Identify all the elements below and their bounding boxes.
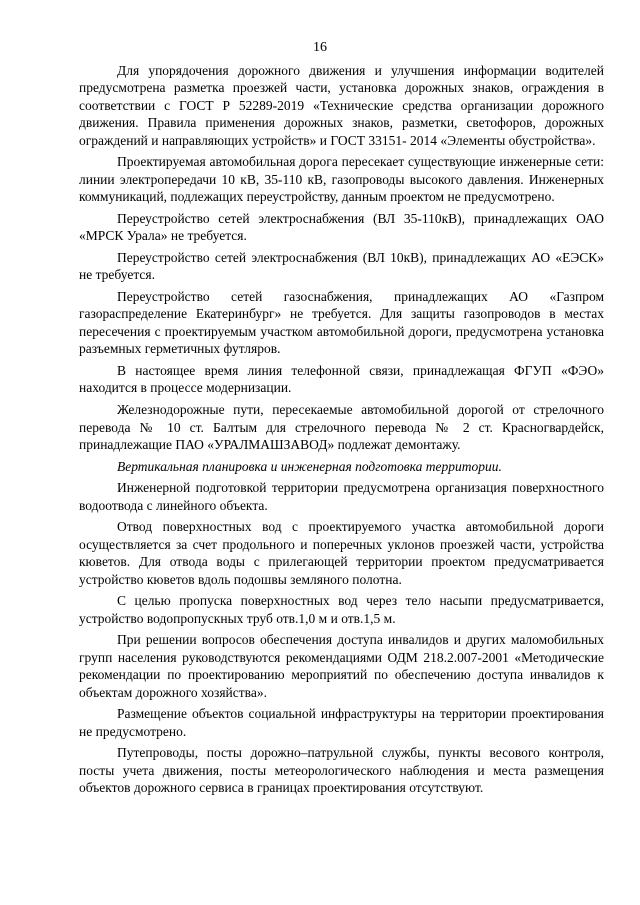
page-number: 16 bbox=[313, 40, 327, 55]
paragraph: Проектируемая автомобильная дорога пересекает существующие инженерные сети: линии электропередачи 10 кВ, 35-110 кВ, газопроводы высокого давления. Инженерных коммуникаций, подлежащих переустройству, данным проектом не предусмотрено. bbox=[79, 154, 604, 205]
paragraph: Переустройство сетей электроснабжения (ВЛ 35-110кВ), принадлежащих ОАО «МРСК Урала» не требуется. bbox=[79, 210, 604, 244]
paragraph: Инженерной подготовкой территории предусмотрена организация поверхностного водоотвода с линейного объекта. bbox=[79, 480, 604, 513]
paragraph: Для упорядочения дорожного движения и улучшения информации водителей предусмотрена разметка проезжей части, установка дорожных знаков, ограждения в соответствии с ГОСТ Р 52289-2019 «Технические средства организации дорожного движения. Правила применения дорожных знаков, разметки, светофоров, дорожных ограждений и направляющих устройств» и ГОСТ 33151- 2014 «Элементы обустройства». bbox=[79, 63, 604, 148]
paragraph: Отвод поверхностных вод с проектируемого участка автомобильной дороги осуществляется за счет продольного и поперечных уклонов проезжей части, устройства кюветов. Для отвода воды с прилегающей территории проектом предусматривается устройство кюветов вдоль подошвы земляного полотна. bbox=[79, 519, 604, 587]
paragraph: С целью пропуска поверхностных вод через тело насыпи предусматривается, устройство водопропускных труб отв.1,0 м и отв.1,5 м. bbox=[79, 593, 604, 626]
paragraph: При решении вопросов обеспечения доступа инвалидов и других маломобильных групп населения руководствуются рекомендациями ОДМ 218.2.007-2001 «Методические рекомендации по проектированию мероприятий по обеспечению доступа инвалидов к объектам дорожного хозяйства». bbox=[79, 632, 604, 700]
paragraph: В настоящее время линия телефонной связи, принадлежащая ФГУП «ФЭО» находится в процессе модернизации. bbox=[79, 362, 604, 396]
section-heading: Вертикальная планировка и инженерная подготовка территории. bbox=[117, 458, 502, 474]
paragraph: Переустройство сетей газоснабжения, принадлежащих АО «Газпром газораспределение Екатеринбург» не требуется. Для защиты газопроводов в местах пересечения с проектируемым участком автомобильной дороги, предусмотрена установка разъемных герметичных футляров. bbox=[79, 289, 604, 357]
paragraph: Переустройство сетей электроснабжения (ВЛ 10кВ), принадлежащих АО «ЕЭСК» не требуется. bbox=[79, 249, 604, 283]
paragraph: Путепроводы, посты дорожно–патрульной службы, пункты весового контроля, посты учета движения, посты метеорологического наблюдения и места размещения объектов дорожного сервиса в границах проектирования отсутствуют. bbox=[79, 745, 604, 796]
paragraph: Железнодорожные пути, пересекаемые автомобильной дорогой от стрелочного перевода № 10 ст. Балтым для стрелочного перевода № 2 ст. Красногвардейск, принадлежащие ПАО «УРАЛМАШЗАВОД» подлежат демонтажу. bbox=[79, 402, 604, 452]
document-body bbox=[79, 62, 604, 801]
paragraph: Размещение объектов социальной инфраструктуры на территории проектирования не предусмотрено. bbox=[79, 706, 604, 739]
